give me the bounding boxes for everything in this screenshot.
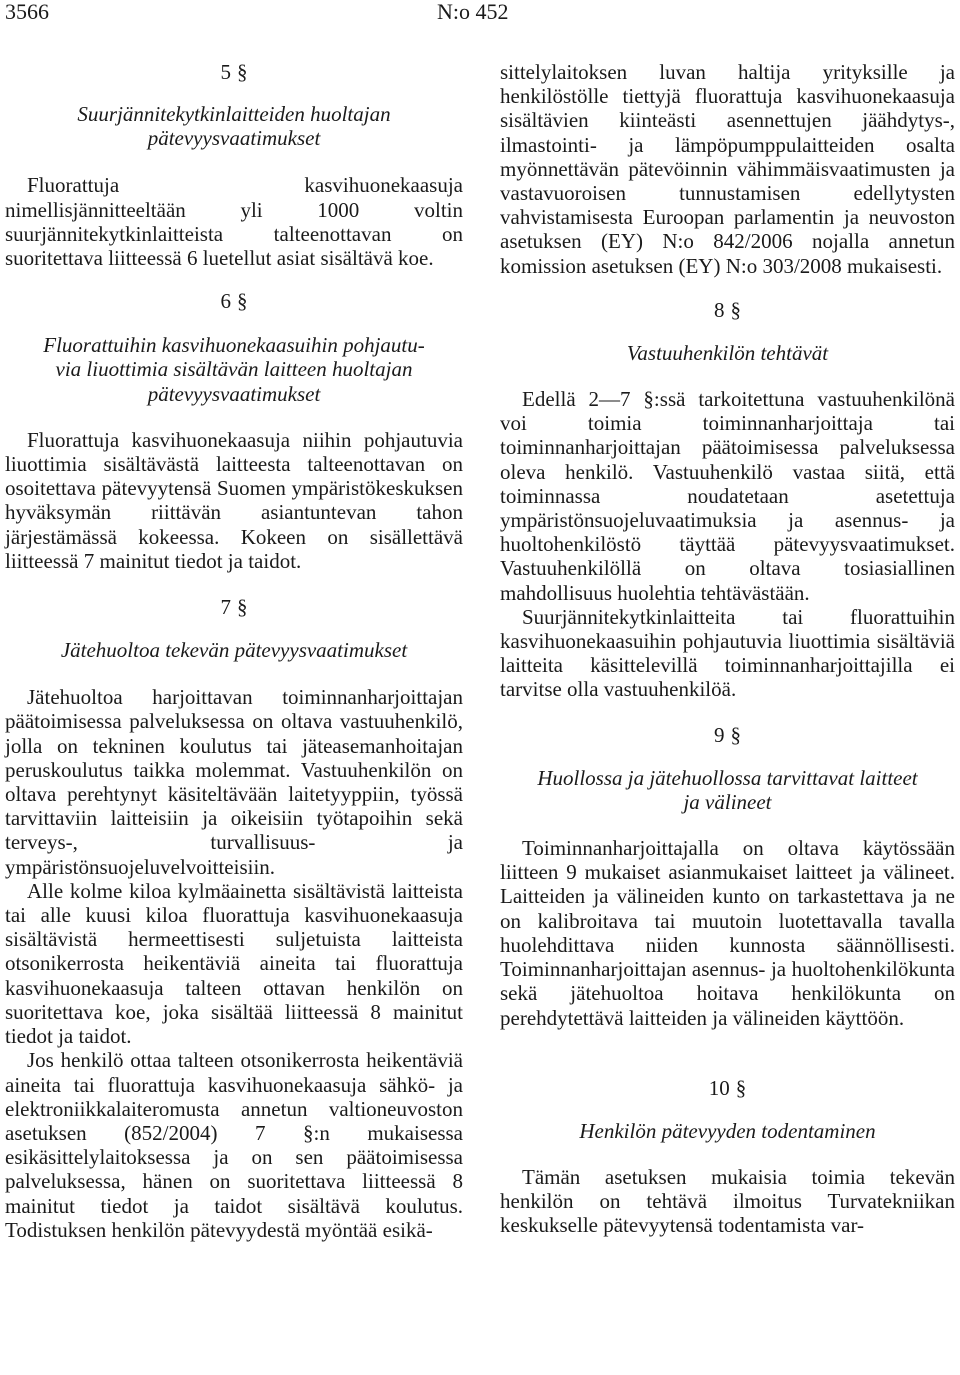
- section-title-line: via liuottimia sisältävän laitteen huoltajan: [55, 357, 413, 382]
- section-7: [5, 595, 463, 1242]
- section-paragraph: Edellä 2—7 §:ssä tarkoitettuna vastuuhenkilönä voi toimia toiminnanharjoittaja tai toiminnanharjoittajan päätoimisessa palveluksessa oleva henkilö. Vastuuhenkilö vastaa siitä, että toiminnassa noudatetaan asetettuja ympäristönsuojeluvaatimuksia ja asennus- ja huoltohenkilöstö täyttää pätevyysvaatimukset. Vastuuhenkilöllä on oltava tosiasiallinen mahdollisuus huolehtia tehtävästään.: [500, 387, 955, 605]
- section-sign: §: [730, 722, 741, 747]
- section-heading: [5, 595, 463, 619]
- section-title: Vastuuhenkilön tehtävät: [626, 340, 829, 365]
- section-6: [5, 289, 463, 573]
- section-5: [5, 60, 463, 270]
- section-paragraph: Alle kolme kiloa kylmäainetta sisältävistä laitteista tai alle kuusi kiloa fluorattuja kasvihuonekaasuja sisältävistä hermeettisesti suljetuista laitteista otsonikerrosta heikentäviä aineita tai fluorattuja kasvihuonekaasuja talteen ottavan henkilön on suoritettava koe, joka sisältää liitteessä 8 mainitut tiedot ja taidot.: [5, 878, 463, 1049]
- section-heading: [5, 289, 463, 313]
- section-sign: §: [730, 297, 741, 322]
- section-number: 7: [220, 595, 231, 620]
- section-title: [5, 333, 463, 406]
- section-number: 6: [220, 289, 231, 314]
- issue-number: N:o 452: [437, 0, 509, 24]
- section-paragraph-continued: sittelylaitoksen luvan haltija yrityksille ja henkilöstölle tiettyjä fluorattuja kasvihuonekaasuja sisältävien kiinteästi asennettujen jäähdytys-, ilmastointi- ja lämpöpumppulaitteiden osalta myönnettävän pätevöinnin vähimmäisvaatimusten ja vastavuoroisen tunnustamisen edellytysten vahvistamisesta Euroopan parlamentin ja neuvoston asetuksen (EY) N:o 842/2006 nojalla annetun komission asetuksen (EY) N:o 303/2008 mukaisesti.: [500, 60, 955, 278]
- section-paragraph: Fluorattuja kasvihuonekaasuja nimellisjännitteeltään yli 1000 voltin suurjännitekytkinlaitteista talteenottavan on suoritettava liitteessä 6 luetellut asiat sisältävä koe.: [5, 173, 463, 271]
- section-heading: [500, 1076, 955, 1100]
- section-title: [5, 102, 463, 150]
- section-8: [500, 298, 955, 702]
- section-paragraph: Jätehuoltoa harjoittavan toiminnanharjoittajan päätoimisessa palveluksessa on oltava vastuuhenkilö, jolla on tekninen koulutus tai jäteasemanhoitajan peruskoulutus taikka molemmat. Vastuuhenkilön on oltava perehtynyt käsiteltävään laitetyyppiin, työssä tarvittaviin laitteisiin ja oikeisiin työtapoihin sekä terveys-, turvallisuus- ja ympäristönsuojeluvelvoitteisiin.: [5, 685, 463, 879]
- section-sign: §: [237, 60, 248, 84]
- section-heading: [500, 298, 955, 322]
- right-column: [500, 60, 955, 1238]
- section-number: 9: [714, 722, 725, 747]
- section-number: 5: [220, 60, 231, 84]
- page-header: [0, 0, 960, 30]
- section-number: 8: [714, 297, 725, 322]
- section-title: Henkilön pätevyyden todentaminen: [579, 1118, 876, 1143]
- section-paragraph: Jos henkilö ottaa talteen otsonikerrosta heikentäviä aineita tai fluorattuja kasvihuonekaasuja sähkö- ja elektroniikkalaiteromusta annetun valtioneuvoston asetuksen (852/2004) 7 §:n mukaisessa esikäsittelylaitoksessa ja on sen päätoimisessa palveluksessa, hänen on suoritettava liitteessä 8 mainitut tiedot ja taidot sisältävä koulutus. Todistuksen henkilön pätevyydestä myöntää esikä-: [5, 1048, 463, 1242]
- section-paragraph: Toiminnanharjoittajalla on oltava käytössään liitteen 9 mukaiset asianmukaiset laitteet ja välineet. Laitteiden ja välineiden kunto on tarkastettava ja ne on kalibroitava tai muutoin luotettavalla tavalla huolehdittava niiden kunnosta säännöllisesti. Toiminnanharjoittajan asennus- ja huoltohenkilökunta sekä jätehuoltoa hoitava henkilökunta on perehdytettävä laitteiden ja välineiden käyttöön.: [500, 836, 955, 1030]
- section-title: Jätehuoltoa tekevän pätevyysvaatimukset: [60, 638, 408, 663]
- page-number: 3566: [5, 0, 49, 24]
- section-title: [500, 766, 955, 814]
- section-number: 10: [708, 1075, 730, 1100]
- section-sign: §: [237, 595, 248, 620]
- section-title-line: pätevyysvaatimukset: [147, 126, 321, 151]
- section-heading: [500, 723, 955, 747]
- section-10: [500, 1076, 955, 1238]
- section-title-line: Suurjännitekytkinlaitteiden huoltajan: [77, 102, 391, 126]
- section-paragraph: Tämän asetuksen mukaisia toimia tekevän henkilön on tehtävä ilmoitus Turvatekniikan keskukselle pätevyytensä todentamista var-: [500, 1164, 955, 1238]
- section-sign: §: [237, 289, 248, 314]
- left-column: [5, 60, 463, 1242]
- section-paragraph: Suurjännitekytkinlaitteita tai fluorattuihin kasvihuonekaasuihin pohjautuvia liuottimia sisältäviä laitteita käsittelevillä toiminnanharjoittajilla ei tarvitse olla vastuuhenkilöä.: [500, 604, 955, 702]
- section-sign: §: [735, 1075, 747, 1100]
- section-title-line: ja välineet: [683, 789, 772, 814]
- section-title-line: pätevyysvaatimukset: [147, 381, 321, 406]
- section-title-line: Fluorattuihin kasvihuonekaasuihin pohjautu-: [43, 333, 425, 358]
- section-heading: [5, 60, 463, 84]
- section-paragraph: Fluorattuja kasvihuonekaasuja niihin pohjautuvia liuottimia sisältävästä laitteesta talteenottavan on osoitettava pätevyytensä Suomen ympäristökeskuksen hyväksymän riittävän asiantuntevan tahon järjestämässä kokeessa. Kokeen on sisällettävä liitteessä 7 mainitut tiedot ja taidot.: [5, 427, 463, 573]
- section-9: [500, 723, 955, 1030]
- section-title-line: Huollossa ja jätehuollossa tarvittavat laitteet: [537, 765, 918, 790]
